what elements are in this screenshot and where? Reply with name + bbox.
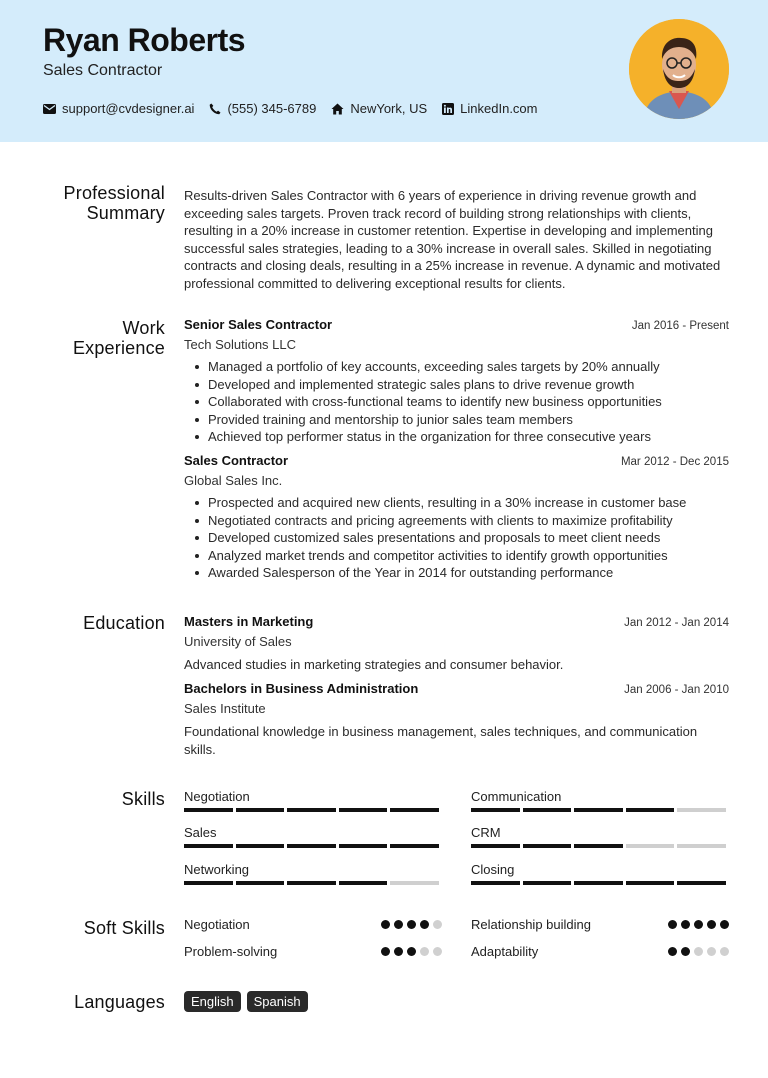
summary-text: Results-driven Sales Contractor with 6 years of experience in driving revenue growth and exceeding sales targets. Proven track record of building strong relationships with clients, resulting in a 20% increase in customer retention. Expertise in developing and implementing successful sales strategies, leading to a 30% increase in overall sales. Skilled in negotiating contracts and closing deals, resulting in a 25% increase in revenue. A dynamic and motivated professional committed to delivering exceptional results for clients. (184, 188, 721, 291)
list-item: Awarded Salesperson of the Year in 2014 for outstanding performance (184, 564, 729, 582)
summary-heading-line2: Summary (86, 203, 165, 223)
list-item: Analyzed market trends and competitor activities to identify growth opportunities (184, 547, 729, 565)
rating-dot (394, 947, 403, 956)
skill-segment (287, 808, 336, 812)
soft-skill-dots (377, 947, 442, 956)
rating-dot (420, 947, 429, 956)
skill-segment (339, 844, 388, 848)
list-item: Negotiated contracts and pricing agreements with clients to maximize profitability (184, 512, 729, 530)
rating-dot (681, 920, 690, 929)
skill-item (184, 862, 442, 885)
degree-date: Jan 2006 - Jan 2010 (624, 684, 729, 696)
school-name: Sales Institute (184, 700, 266, 716)
skill-segment (287, 844, 336, 848)
skill-level-bar (471, 844, 729, 848)
skill-name: CRM (471, 825, 501, 840)
contact-phone[interactable] (209, 101, 316, 116)
skill-item (184, 789, 442, 812)
soft-skill-name: Negotiation (184, 917, 250, 932)
degree-date: Jan 2012 - Jan 2014 (624, 617, 729, 629)
skill-name: Networking (184, 862, 250, 877)
skill-segment (390, 844, 439, 848)
soft-skill-item (184, 917, 442, 932)
home-icon (331, 103, 344, 115)
list-item: Developed customized sales presentations and proposals to meet client needs (184, 529, 729, 547)
skill-segment (574, 808, 623, 812)
phone-icon (209, 103, 221, 115)
candidate-title: Sales Contractor (43, 62, 163, 79)
skill-segment (677, 844, 726, 848)
skill-item (471, 862, 729, 885)
skill-segment (236, 844, 285, 848)
rating-dot (707, 947, 716, 956)
list-item: Prospected and acquired new clients, resulting in a 30% increase in customer base (184, 494, 729, 512)
soft-skill-name: Relationship building (471, 917, 591, 932)
languages-heading: Languages (74, 992, 165, 1012)
soft-skill-dots (664, 920, 729, 929)
linkedin-icon (442, 103, 454, 115)
skill-name: Closing (471, 862, 515, 877)
soft-skill-item (184, 944, 442, 959)
rating-dot (668, 947, 677, 956)
language-tag: English (184, 991, 241, 1012)
list-item: Managed a portfolio of key accounts, exceeding sales targets by 20% annually (184, 358, 729, 376)
rating-dot (433, 920, 442, 929)
envelope-icon (43, 104, 56, 114)
skill-name: Communication (471, 789, 562, 804)
rating-dot (694, 947, 703, 956)
job-company: Global Sales Inc. (184, 472, 283, 488)
soft-skills-heading: Soft Skills (83, 918, 165, 938)
soft-skill-dots (664, 947, 729, 956)
job-entry (184, 316, 729, 446)
skill-segment (677, 808, 726, 812)
skill-segment (626, 881, 675, 885)
rating-dot (407, 947, 416, 956)
skill-segment (471, 881, 520, 885)
skill-segment (390, 881, 439, 885)
rating-dot (420, 920, 429, 929)
skill-segment (574, 881, 623, 885)
rating-dot (381, 920, 390, 929)
education-entry (184, 680, 729, 758)
skill-segment (626, 844, 675, 848)
rating-dot (381, 947, 390, 956)
skill-segment (184, 808, 233, 812)
list-item: Achieved top performer status in the organization for three consecutive years (184, 428, 729, 446)
contact-linkedin-text: LinkedIn.com (460, 101, 538, 116)
rating-dot (433, 947, 442, 956)
education-entry (184, 613, 729, 674)
school-name: University of Sales (184, 633, 292, 649)
contact-location-text: NewYork, US (350, 101, 428, 116)
skill-name: Negotiation (184, 789, 250, 804)
skill-segment (523, 881, 572, 885)
skill-level-bar (184, 808, 442, 812)
soft-skill-name: Adaptability (471, 944, 539, 959)
skill-segment (523, 844, 572, 848)
soft-skill-dots (377, 920, 442, 929)
skill-item (471, 825, 729, 848)
skill-level-bar (184, 844, 442, 848)
skill-segment (236, 808, 285, 812)
degree-description: Advanced studies in marketing strategies and consumer behavior. (184, 657, 564, 672)
job-date: Mar 2012 - Dec 2015 (620, 456, 729, 468)
rating-dot (681, 947, 690, 956)
rating-dot (668, 920, 677, 929)
job-entry (184, 452, 729, 582)
header-banner (0, 0, 768, 142)
summary-heading (20, 183, 165, 223)
language-tags (184, 991, 314, 1012)
rating-dot (707, 920, 716, 929)
skill-level-bar (471, 881, 729, 885)
work-heading (20, 318, 165, 358)
skill-segment (574, 844, 623, 848)
skill-segment (184, 881, 233, 885)
list-item: Collaborated with cross-functional teams to identify new business opportunities (184, 393, 729, 411)
work-heading-line2: Experience (72, 338, 165, 358)
skill-segment (523, 808, 572, 812)
rating-dot (394, 920, 403, 929)
job-company: Tech Solutions LLC (184, 336, 297, 352)
degree-description: Foundational knowledge in business management, sales techniques, and communication skills. (184, 724, 698, 757)
contact-row (43, 101, 553, 116)
language-tag: Spanish (247, 991, 308, 1012)
soft-skill-item (471, 917, 729, 932)
skill-segment (390, 808, 439, 812)
skills-heading: Skills (121, 789, 165, 809)
education-heading: Education (83, 613, 165, 633)
skill-name: Sales (184, 825, 217, 840)
skill-segment (339, 808, 388, 812)
contact-phone-text: (555) 345-6789 (227, 101, 317, 116)
contact-location (331, 101, 427, 116)
rating-dot (720, 947, 729, 956)
soft-skill-item (471, 944, 729, 959)
skill-segment (626, 808, 675, 812)
degree-title: Bachelors in Business Administration (184, 681, 419, 696)
contact-email[interactable] (43, 101, 194, 116)
skill-segment (287, 881, 336, 885)
job-bullets (184, 358, 729, 446)
skill-item (471, 789, 729, 812)
work-heading-line1: Work (122, 318, 165, 338)
rating-dot (720, 920, 729, 929)
job-bullets (184, 494, 729, 582)
job-title: Sales Contractor (184, 453, 289, 468)
summary-heading-line1: Professional (63, 183, 165, 203)
soft-skill-name: Problem-solving (184, 944, 278, 959)
contact-email-text: support@cvdesigner.ai (62, 101, 195, 116)
candidate-name: Ryan Roberts (43, 22, 246, 58)
job-date: Jan 2016 - Present (631, 320, 729, 332)
list-item: Provided training and mentorship to junior sales team members (184, 411, 729, 429)
profile-photo (629, 19, 729, 119)
skill-level-bar (471, 808, 729, 812)
skill-segment (471, 844, 520, 848)
contact-linkedin[interactable] (442, 101, 537, 116)
list-item: Developed and implemented strategic sales plans to drive revenue growth (184, 376, 729, 394)
skill-item (184, 825, 442, 848)
skill-segment (339, 881, 388, 885)
rating-dot (694, 920, 703, 929)
skill-segment (471, 808, 520, 812)
avatar (629, 19, 729, 119)
skill-segment (184, 844, 233, 848)
rating-dot (407, 920, 416, 929)
skill-segment (677, 881, 726, 885)
skill-segment (236, 881, 285, 885)
skill-level-bar (184, 881, 442, 885)
job-title: Senior Sales Contractor (184, 317, 333, 332)
degree-title: Masters in Marketing (184, 614, 314, 629)
